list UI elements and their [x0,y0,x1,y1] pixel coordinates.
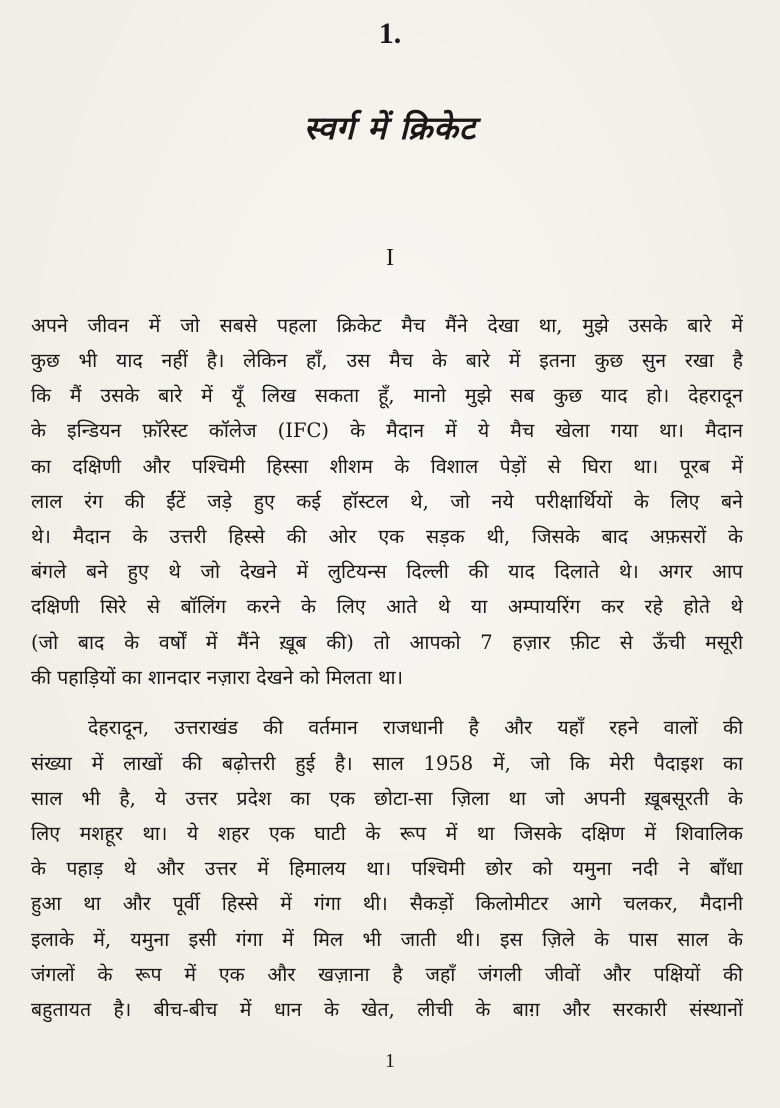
text-line: देहरादून, उत्तराखंड की वर्तमान राजधानी है और यहाँ रहने वालों की [88,716,743,739]
text-line: दक्षिणी सिरे से बॉलिंग करने के लिए आते थे या अम्पायरिंग कर रहे होते थे [31,595,743,618]
text-line: संख्या में लाखों की बढ़ोत्तरी हुई है। साल 1958 में, जो कि मेरी पैदाइश का [31,752,743,775]
text-line: का दक्षिणी और पश्चिमी हिस्सा शीशम के विशाल पेड़ों से घिरा था। पूरब में [31,455,743,478]
chapter-title: स्वर्ग में क्रिकेट [303,109,477,147]
text-line: लाल रंग की ईंटें जड़े हुए कई हॉस्टल थे, जो नये परीक्षार्थियों के लिए बने [31,490,743,513]
text-line: हुआ था और पूर्वी हिस्से में गंगा थी। सैकड़ों किलोमीटर आगे चलकर, मैदानी [31,892,743,915]
text-line: बंगले बने हुए थे जो देखने में लुटियन्स दिल्ली की याद दिलाते थे। अगर आप [31,560,743,583]
text-line: कुछ भी याद नहीं है। लेकिन हाँ, उस मैच के बारे में इतना कुछ सुन रखा है [31,349,743,372]
chapter-number: 1. [378,17,402,50]
text-line: (जो बाद के वर्षों में मैंने ख़ूब की) तो आपको 7 हज़ार फ़ीट से ऊँची मसूरी [31,631,743,654]
text-line: बहुतायत है। बीच-बीच में धान के खेत, लीची के बाग़ और सरकारी संस्थानों [31,998,743,1021]
text-line: अपने जीवन में जो सबसे पहला क्रिकेट मैच मैंने देखा था, मुझे उसके बारे में [31,314,743,337]
page-number: 1 [385,1050,395,1072]
text-line: के पहाड़ थे और उत्तर में हिमालय था। पश्चिमी छोर को यमुना नदी ने बाँधा [31,857,743,880]
text-line: कि मैं उसके बारे में यूँ लिख सकता हूँ, मानो मुझे सब कुछ याद हो। देहरादून [31,384,743,407]
text-line: की पहाड़ियों का शानदार नज़ारा देखने को मिलता था। [31,666,404,689]
text-line: इलाके में, यमुना इसी गंगा में मिल भी जाती थी। इस ज़िले के पास साल के [31,928,743,951]
section-numeral: I [386,245,394,271]
text-line: थे। मैदान के उत्तरी हिस्से की ओर एक सड़क थी, जिसके बाद अफ़सरों के [31,525,743,548]
text-line: जंगलों के रूप में एक और खज़ाना है जहाँ जंगली जीवों और पक्षियों की [31,963,743,986]
text-line: के इन्डियन फ़ॉरेस्ट कॉलेज (IFC) के मैदान में ये मैच खेला गया था। मैदान [31,419,743,442]
text-line: लिए मशहूर था। ये शहर एक घाटी के रूप में था जिसके दक्षिण में शिवालिक [31,822,743,845]
text-line: साल भी है, ये उत्तर प्रदेश का एक छोटा-सा ज़िला था जो अपनी ख़ूबसूरती के [31,787,743,810]
